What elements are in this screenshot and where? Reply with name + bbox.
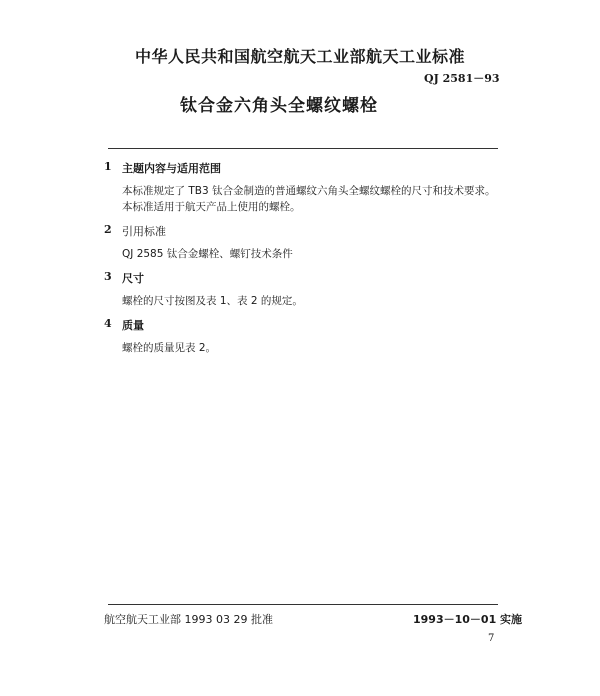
standard-code: QJ 2581－93 bbox=[424, 72, 500, 85]
section-1-line-1: 本标准规定了 TB3 钛合金制造的普通螺纹六角头全螺纹螺栓的尺寸和技术要求。 bbox=[122, 185, 496, 197]
approval-date: 航空航天工业部 1993 03 29 批准 bbox=[104, 613, 273, 626]
section-1-number: 1 bbox=[104, 160, 112, 173]
section-2-number: 2 bbox=[104, 223, 112, 236]
footer-divider bbox=[108, 604, 498, 605]
section-3-line-1: 螺栓的尺寸按图及表 1、表 2 的规定。 bbox=[122, 295, 303, 307]
page-number: 7 bbox=[488, 633, 495, 644]
issuing-authority: 中华人民共和国航空航天工业部航天工业标准 bbox=[135, 47, 466, 66]
section-4-heading: 质量 bbox=[122, 319, 144, 332]
section-2-heading: 引用标准 bbox=[122, 225, 166, 238]
implementation-date: 1993－10－01 实施 bbox=[413, 613, 523, 626]
section-3-number: 3 bbox=[104, 270, 112, 283]
document-title: 钛合金六角头全螺纹螺栓 bbox=[180, 96, 378, 116]
section-1-line-2: 本标准适用于航天产品上使用的螺栓。 bbox=[122, 201, 301, 213]
section-1-heading: 主题内容与适用范围 bbox=[122, 162, 221, 175]
section-2-line-1: QJ 2585 钛合金螺栓、螺钉技术条件 bbox=[122, 248, 293, 260]
section-3-heading: 尺寸 bbox=[122, 272, 144, 285]
section-4-number: 4 bbox=[104, 317, 112, 330]
header-divider bbox=[108, 148, 498, 149]
section-4-line-1: 螺栓的质量见表 2。 bbox=[122, 342, 217, 354]
